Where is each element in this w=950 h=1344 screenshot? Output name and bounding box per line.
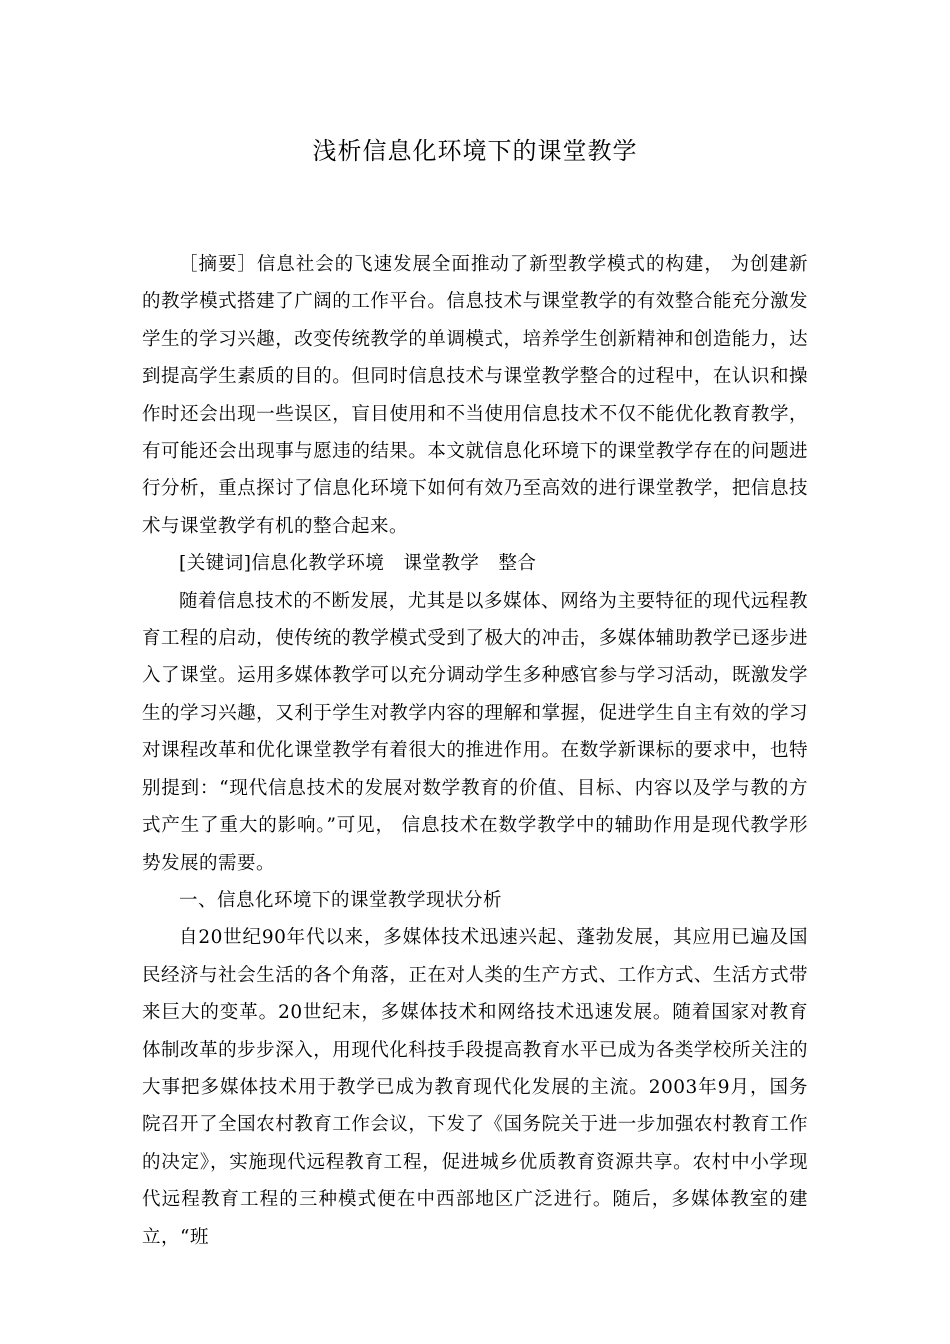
section-paragraph: 自20世纪90年代以来，多媒体技术迅速兴起、蓬勃发展，其应用已遍及国民经济与社会生活的各个角落，正在对人类的生产方式、工作方式、生活方式带来巨大的变革。20世纪末，多媒体技术和网络技术迅速发展。随着国家对教育体制改革的步步深入，用现代化科技手段提高教育水平已成为各类学校所关注的大事把多媒体技术用于教学已成为教育现代化发展的主流。2003年9月，国务院召开了全国农村教育工作会议，下发了《国务院关于进一步加强农村教育工作的决定》，实施现代远程教育工程，促进城乡优质教育资源共享。农村中小学现代远程教育工程的三种模式便在中西部地区广泛进行。随后，多媒体教室的建立，“班 [142,927,808,1248]
intro-paragraph: 随着信息技术的不断发展，尤其是以多媒体、网络为主要特征的现代远程教育工程的启动，使传统的教学模式受到了极大的冲击，多媒体辅助教学已逐步进入了课堂。运用多媒体教学可以充分调动学生多种感官参与学习活动，既激发学生的学习兴趣，又利于学生对教学内容的理解和掌握，促进学生自主有效的学习对课程改革和优化课堂教学有着很大的推进作用。在数学新课标的要求中，也特别提到：“现代信息技术的发展对数学教育的价值、目标、内容以及学与教的方式产生了重大的影响。”可见， 信息技术在数学教学中的辅助作用是现代教学形势发展的需要。 [142,590,808,874]
keywords-paragraph: [关键词]信息化教学环境 课堂教学 整合 [179,553,537,575]
document-title: 浅析信息化环境下的课堂教学 [312,137,638,165]
abstract-paragraph: ［摘要］信息社会的飞速发展全面推动了新型教学模式的构建， 为创建新的教学模式搭建了广阔的工作平台。信息技术与课堂教学的有效整合能充分激发学生的学习兴趣，改变传统教学的单调模式，培养学生创新精神和创造能力，达到提高学生素质的目的。但同时信息技术与课堂教学整合的过程中，在认识和操作时还会出现一些误区，盲目使用和不当使用信息技术不仅不能优化教育教学，有可能还会出现事与愿违的结果。本文就信息化环境下的课堂教学存在的问题进行分析，重点探讨了信息化环境下如何有效乃至高效的进行课堂教学，把信息技术与课堂教学有机的整合起来。 [142,254,808,537]
section-heading: 一、信息化环境下的课堂教学现状分析 [179,889,503,911]
document-body [142,246,808,1256]
